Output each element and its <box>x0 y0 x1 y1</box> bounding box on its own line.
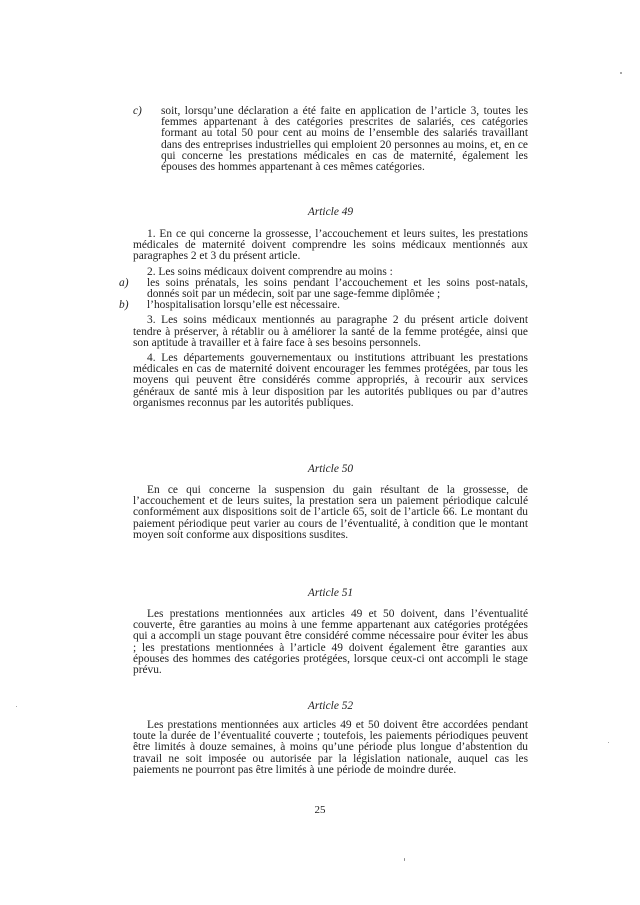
article-50-body <box>133 485 528 541</box>
article-51-paragraph-1: Les prestations mentionnées aux articles 49 et 50 doivent, dans l’éventualité couverte, être garanties au moins à une femme appartenant aux catégories protégées qui a accompli un stage pouvant être considéré comme nécessaire pour éviter les abus ; les prestations mentionnées à l’article 49 doivent également être garanties aux épouses des hommes des catégories protégées, lorsque ceux-ci ont accompli le stage prévu. <box>133 608 528 677</box>
article-49-paragraph-2-intro: 2. Les soins médicaux doivent comprendre au moins : <box>147 265 393 278</box>
article-49-item-b <box>119 299 528 312</box>
scan-speck <box>16 706 17 707</box>
item-c-text: soit, lorsqu’une déclaration a été faite en application de l’article 3, toutes les femmes appartenant à des catégories prescrites de salariés, ces catégories formant au total 50 pour cent au moins de l’ensemble des salariés travaillant dans des entreprises industrielles qui emploient 20 personnes au moins, et, en ce qui concerne les prestations médicales en cas de maternité, également les épouses des hommes appartenant à ces mêmes catégories. <box>161 105 528 174</box>
article-51-body <box>133 609 528 676</box>
article-49-heading: Article 49 <box>307 206 354 218</box>
article-49-paragraph-4: 4. Les départements gouvernementaux ou institutions attribuant les prestations médicales en cas de maternité doivent encourager les femmes protégées, par tous les moyens qui peuvent être considérés comme appropriés, à recourir aux services généraux de santé mis à leur disposition par les autorités publiques ou par d’autres organismes reconnus par les autorités publiques. <box>133 352 528 409</box>
article-50-heading: Article 50 <box>307 463 354 475</box>
scan-speck <box>404 858 405 861</box>
item-c <box>133 106 528 173</box>
article-49-item-b-text: l’hospitalisation lorsqu’elle est nécessaire. <box>147 299 340 312</box>
article-49-item-a <box>119 276 528 301</box>
article-52-heading: Article 52 <box>307 700 354 712</box>
scan-speck <box>620 72 622 74</box>
article-50-paragraph-1: En ce qui concerne la suspension du gain résultant de la grossesse, de l’accouchement et de leurs suites, la prestation sera un paiement périodique calculé conformément aux dispositions soit de l’article 65, soit de l’article 66. Le montant du paiement périodique peut varier au cours de l’éventualité, à condition que le montant moyen soit conforme aux dispositions susdites. <box>133 484 528 541</box>
article-52-paragraph-1: Les prestations mentionnées aux articles 49 et 50 doivent être accordées pendant toute la durée de l’éventualité couverte ; toutefois, les paiements périodiques peuvent être limités à douze semaines, à moins qu’une période plus longue d’abstention du travail ne soit imposée ou autorisée par la législation nationale, auquel cas les paiements ne pourront pas être limités à une période de moindre durée. <box>133 719 528 776</box>
article-52-body <box>133 720 528 776</box>
scan-speck <box>608 742 609 743</box>
article-49-paragraph-3: 3. Les soins médicaux mentionnés au paragraphe 2 du présent article doivent tendre à préserver, à rétablir ou à améliorer la santé de la femme protégée, ainsi que son aptitude à travailler et à faire face à ses besoins personnels. <box>133 314 528 349</box>
article-49-item-b-label: b) <box>119 299 129 312</box>
item-c-label: c) <box>133 105 142 117</box>
article-49-body <box>119 228 528 409</box>
article-49-paragraph-1: 1. En ce qui concerne la grossesse, l’accouchement et leurs suites, les prestations médicales de maternité doivent comprendre les soins médicaux mentionnés aux paragraphes 2 et 3 du présent article. <box>133 228 528 263</box>
article-49-item-a-text: les soins prénatals, les soins pendant l’accouchement et les soins post-natals, donnés soit par un médecin, soit par une sage-femme diplômée ; <box>147 276 528 301</box>
item-c-block <box>133 106 528 173</box>
page-number: 25 <box>314 804 326 816</box>
article-51-heading: Article 51 <box>307 587 354 599</box>
article-49-item-a-label: a) <box>119 276 129 289</box>
